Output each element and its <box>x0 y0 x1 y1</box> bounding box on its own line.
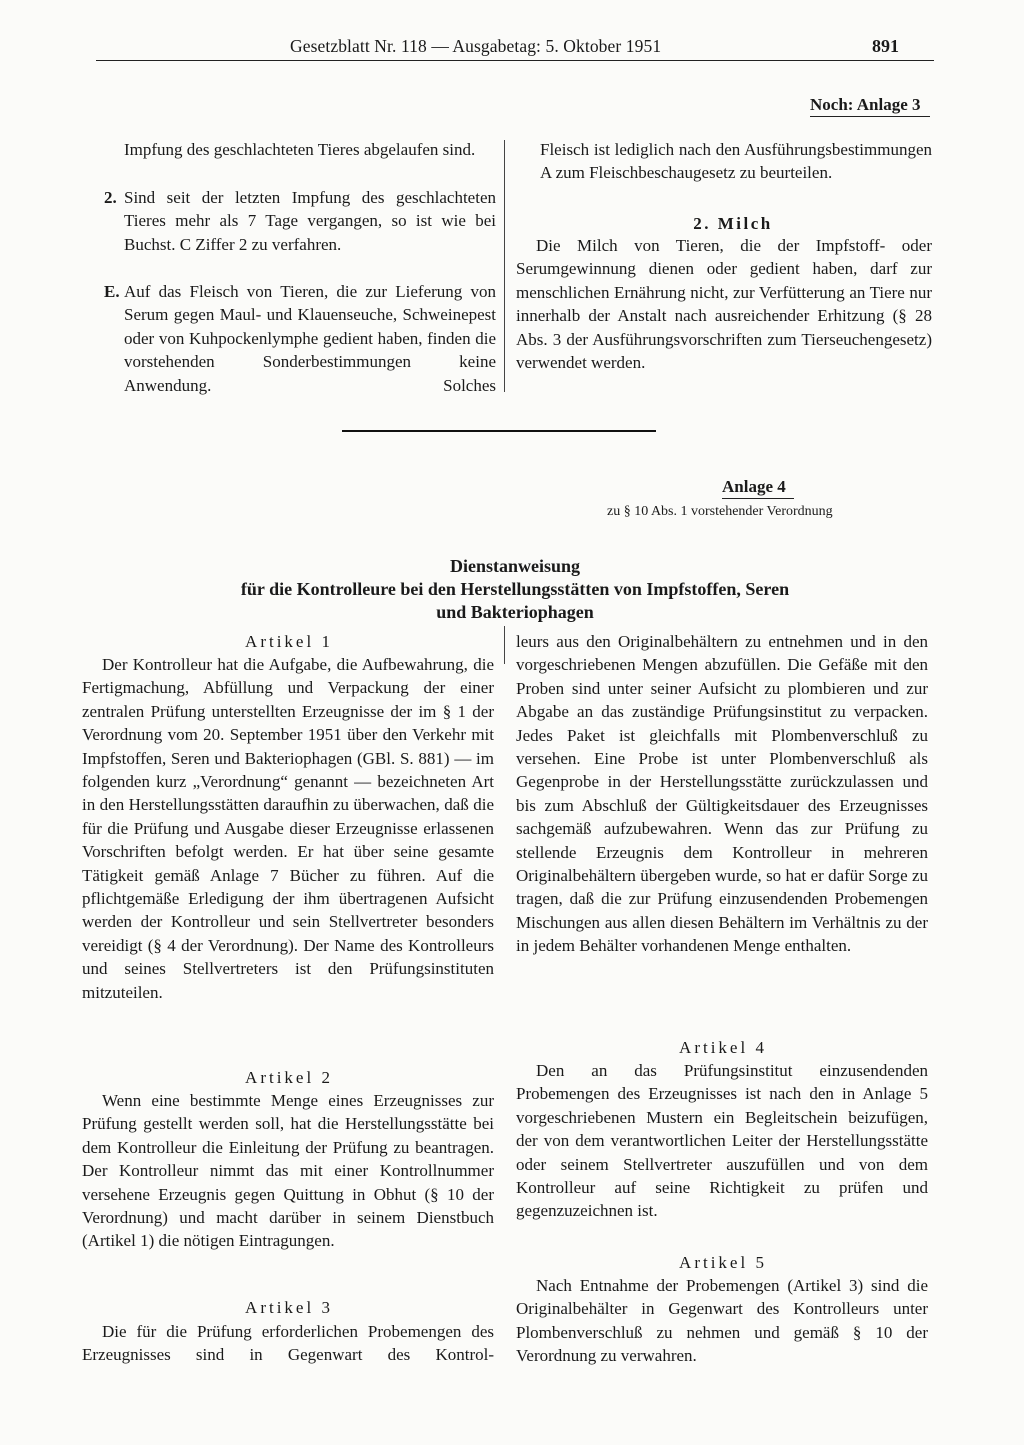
noch-anlage-label: Noch: Anlage 3 <box>810 95 921 114</box>
column-divider-main <box>504 626 505 664</box>
main-title-line-3: und Bakteriophagen <box>436 602 594 622</box>
artikel-1-heading: Artikel 1 <box>245 632 333 651</box>
noch-anlage-underline <box>810 116 930 117</box>
anlage-4-subtitle: zu § 10 Abs. 1 vorstehender Verordnung <box>607 504 833 519</box>
milch-heading: 2. Milch <box>693 214 773 233</box>
artikel-2-text: Wenn eine bestimmte Menge eines Erzeugnisses zur Prüfung gestellt werden soll, hat die Herstellungsstätte bei dem Kontrolleur die Einleitung der Prüfung zu beantragen. Der Kontrolleur nimmt das mit einer Kontrollnummer versehene Erzeugnis gegen Quittung in Obhut (§ 10 der Verordnung) und macht darüber in seinem Dienstbuch (Artikel 1) die nötigen Eintragungen. <box>82 1091 494 1251</box>
item-e-number: E. <box>104 282 120 301</box>
page-number: 891 <box>872 36 899 56</box>
artikel-4-heading: Artikel 4 <box>679 1038 767 1057</box>
artikel-3-text: Die für die Prüfung erforderlichen Probemengen des Erzeugnisses sind in Gegenwart des Kontrol- <box>82 1322 494 1365</box>
milch-text: Die Milch von Tieren, die der Impfstoff- oder Serumgewinnung dienen oder gedient haben, darf zur menschlichen Ernährung nicht, zur Verfütterung an Tiere nur innerhalb der Anstalt nach ausreichender Erhitzung (§ 28 Abs. 3 der Ausführungsvorschriften zum Tierseuchengesetz) verwendet werden. <box>516 236 932 373</box>
artikel-5-text: Nach Entnahme der Probemengen (Artikel 3) sind die Originalbehälter in Gegenwart des Kontrolleurs unter Plombenverschluß zu nehmen und gemäß § 10 der Verordnung zu verwahren. <box>516 1276 928 1366</box>
item-e-text: Auf das Fleisch von Tieren, die zur Lieferung von Serum gegen Maul- und Klauenseuche, Schweinepest oder von Kuhpockenlymphe gedient haben, finden die vorstehenden Sonderbestimmungen keine Anwendung. Solches <box>124 282 496 395</box>
artikel-3-text-continued: leurs aus den Originalbehältern zu entnehmen und in den vorgeschriebenen Mengen abzufüllen. Die Gefäße mit den Proben sind unter seiner Aufsicht zu plombieren und zur Abgabe an das zuständige Prüfungsinstitut zu verpacken. Jedes Paket ist gleichfalls mit Plombenverschluß zu versehen. Eine Probe ist unter Plombenverschluß als Gegenprobe in der Herstellungsstätte zurückzulassen und bis zum Abschluß der Gültigkeitsdauer des Erzeugnisses sachgemäß aufzubewahren. Wenn das zur Prüfung zu stellende Erzeugnis dem Kontrolleur in mehreren Originalbehältern übergeben wurde, so hat er dafür Sorge zu tragen, daß die zur Prüfung einzusendenden Probemengen Mischungen aus allen diesen Behältern im Verhältnis zu der in jedem Behälter vorhandenen Menge enthalten. <box>516 632 928 956</box>
item-2-text: Sind seit der letzten Impfung des geschlachteten Tieres mehr als 7 Tage vergangen, so ist wie bei Buchst. C Ziffer 2 zu verfahren. <box>124 188 496 254</box>
anlage-4-underline <box>722 498 794 499</box>
artikel-3-heading: Artikel 3 <box>245 1298 333 1317</box>
page-header-title: Gesetzblatt Nr. 118 — Ausgabetag: 5. Oktober 1951 <box>290 36 662 56</box>
column-divider-top <box>504 140 505 392</box>
main-title-line-2: für die Kontrolleure bei den Herstellungsstätten von Impfstoffen, Seren <box>240 579 790 599</box>
anlage-4-title: Anlage 4 <box>722 477 786 496</box>
top-right-continuation: Fleisch ist lediglich nach den Ausführungsbestimmungen A zum Fleischbeschaugesetz zu beurteilen. <box>540 140 932 183</box>
top-left-continuation: Impfung des geschlachteten Tieres abgelaufen sind. <box>124 140 476 159</box>
header-rule <box>96 60 934 61</box>
artikel-5-heading: Artikel 5 <box>679 1253 767 1272</box>
item-2-number: 2. <box>104 188 117 207</box>
artikel-4-text: Den an das Prüfungsinstitut einzusendenden Probemengen des Erzeugnisses ist nach den in Anlage 5 vorgeschriebenen Mustern ein Begleitschein beizufügen, der von dem verantwortlichen Leiter der Herstellungsstätte oder seinem Stellvertreter auszufüllen und von dem Kontrolleur auf seine Richtigkeit zu prüfen und gegenzuzeichnen ist. <box>516 1061 928 1221</box>
main-title-line-1: Dienstanweisung <box>449 556 581 576</box>
section-separator <box>342 430 656 432</box>
artikel-2-heading: Artikel 2 <box>245 1068 333 1087</box>
artikel-1-text: Der Kontrolleur hat die Aufgabe, die Aufbewahrung, die Fertigmachung, Abfüllung und Verpackung der einer zentralen Prüfung unterstellten Erzeugnisse der im § 1 der Verordnung vom 20. September 1951 über den Verkehr mit Impfstoffen, Seren und Bakteriophagen (GBl. S. 881) — im folgenden kurz „Verordnung“ genannt — bezeichneten Art in den Herstellungsstätten daraufhin zu überwachen, daß die für die Prüfung und Ausgabe dieser Erzeugnisse erlassenen Vorschriften befolgt werden. Er hat über seine gesamte Tätigkeit gemäß Anlage 7 Bücher zu führen. Auf die pflichtgemäße Erledigung der ihm übertragenen Aufsicht werden der Kontrolleur und sein Stellvertreter besonders vereidigt (§ 4 der Verordnung). Der Name des Kontrolleurs und seines Stellvertreters ist den Prüfungsinstituten mitzuteilen. <box>82 655 494 1002</box>
